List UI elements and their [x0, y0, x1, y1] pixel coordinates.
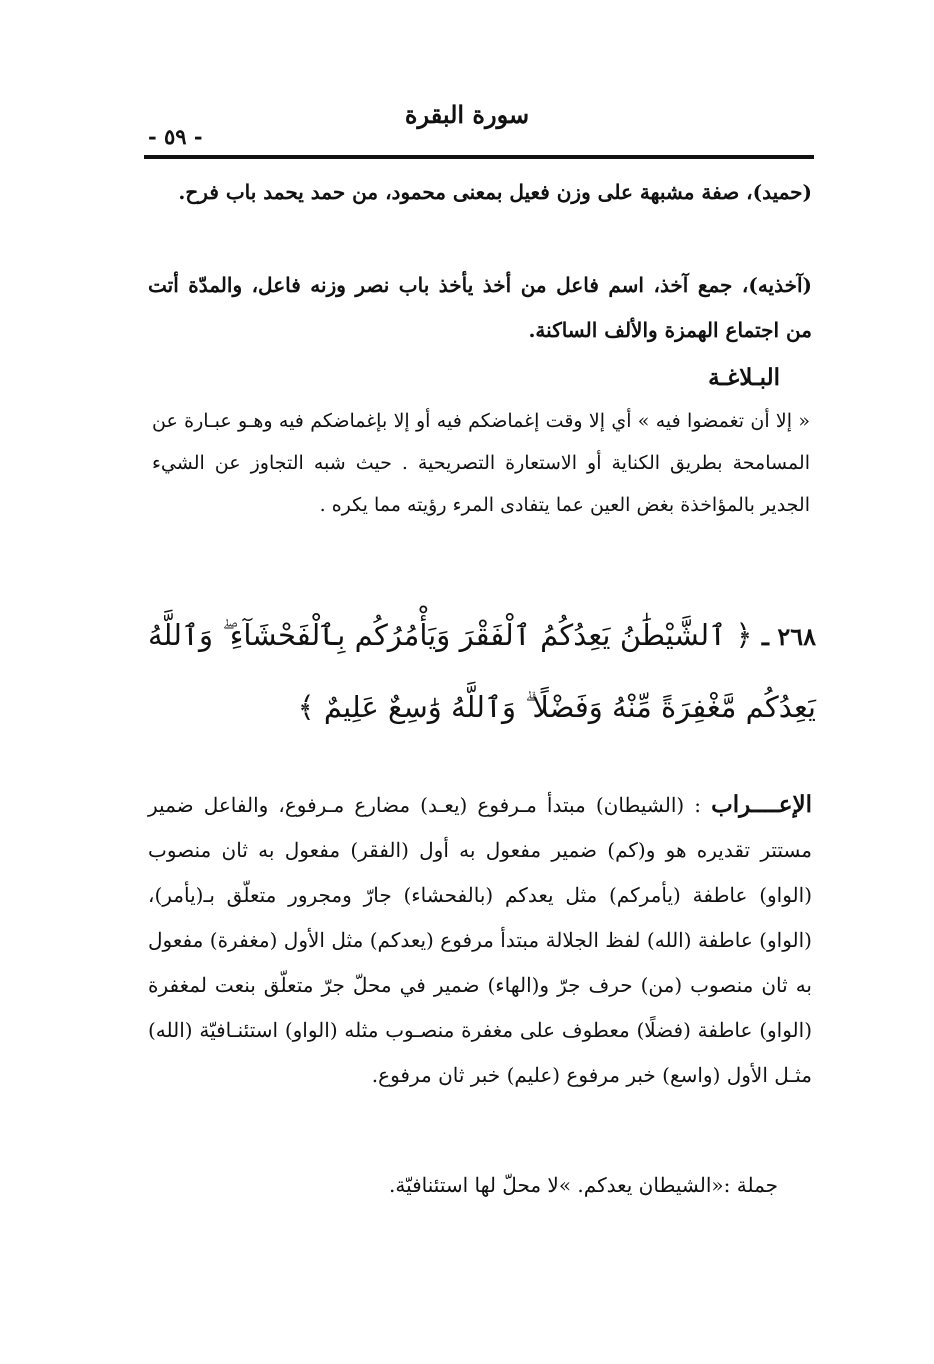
irab-paragraph — [148, 782, 812, 1098]
header-divider — [144, 155, 814, 159]
quran-verse — [148, 600, 816, 742]
balagha-heading: البـلاغـة — [708, 364, 780, 391]
verse-number: ٢٦٨ ـ — [761, 622, 816, 651]
verse-text: ﴿ ٱلشَّيْطَٰنُ يَعِدُكُمُ ٱلْفَقْرَ وَيَأْمُرُكُم بِٱلْفَحْشَآءِ ۖ وَٱللَّهُ يَعِدُكُم مَّغْفِرَةً مِّنْهُ وَفَضْلًا ۗ وَٱللَّهُ وَٰسِعٌ عَلِيمٌ ﴾ — [148, 618, 816, 724]
irab-label: الإعــــراب — [711, 791, 812, 818]
paragraph-akhidhih: (آخذيه)، جمع آخذ، اسم فاعل من أخذ يأخذ باب نصر وزنه فاعل، والمدّة أتت من اجتماع الهمزة والألف الساكنة. — [148, 273, 812, 342]
jumla-line: جملة :«الشيطان يعدكم. »لا محلّ لها استئنافيّة. — [388, 1173, 778, 1197]
page-number: - ٥٩ - — [148, 124, 203, 149]
paragraph-hamid: (حميد)، صفة مشبهة على وزن فعيل بمعنى محمود، من حمد يحمد باب فرح. — [178, 180, 812, 204]
page-title: سورة البقرة — [404, 100, 530, 129]
irab-text: : (الشيطان) مبتدأ مـرفوع (يعـد) مضارع مـرفوع، والفاعل ضمير مستتر تقديره هو و(كم) ضمير مفعول به أول (الفقر) مفعول به ثان منصوب (الواو) عاطفة (يأمركم) مثل يعدكم (بالفحشاء) جارّ ومجرور متعلّق بـ(يأمر)، (الواو) عاطفة (الله) لفظ الجلالة مبتدأ مرفوع (يعدكم) مثل الأول (مغفرة) مفعول به ثان منصوب (من) حرف جرّ و(الهاء) ضمير في محلّ جرّ متعلّق بنعت لمغفرة (الواو) عاطفة (فضلًا) معطوف على مغفرة منصـوب مثله (الواو) استئنـافيّة (الله) مثـل الأول (واسع) خبر مرفوع (عليم) خبر ثان مرفوع. — [148, 793, 812, 1087]
balagha-paragraph: « إلا أن تغمضوا فيه » أي إلا وقت إغماضكم فيه أو إلا بإغماضكم فيه وهـو عبـارة عن المسامحة بطريق الكناية أو الاستعارة التصريحية . حيث شبه التجاوز عن الشيء الجدير بالمؤاخذة بغض العين عما يتفادى المرء رؤيته مما يكره . — [152, 410, 810, 516]
